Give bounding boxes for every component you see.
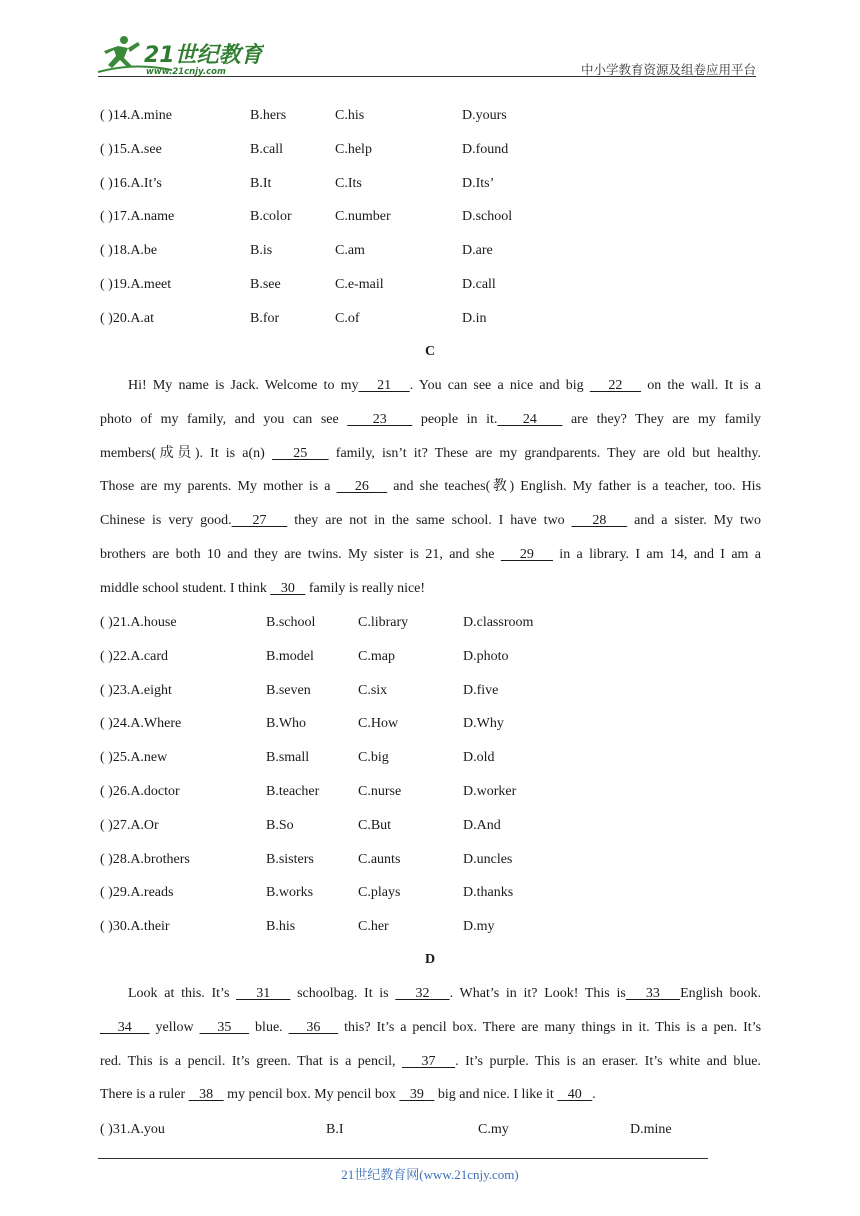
option-b: B.color: [250, 209, 292, 225]
passage-text: middle school student. I think: [100, 580, 271, 596]
logo-text: 21世纪教育: [144, 43, 263, 68]
answer-blank: 40: [557, 1087, 593, 1103]
option-c: C.her: [358, 919, 389, 935]
option-a: ( )29.A.reads: [100, 885, 174, 901]
option-b: B.sisters: [266, 851, 314, 867]
passage-line: [100, 545, 761, 565]
option-d: D.are: [462, 243, 493, 259]
option-c: C.my: [478, 1122, 509, 1137]
passage-text: members(成员). It is a(n): [100, 445, 272, 461]
passage-text: family is really nice!: [305, 580, 426, 596]
option-b: B.Who: [266, 716, 307, 732]
answer-blank: 28: [571, 513, 628, 529]
answer-blank: 27: [231, 513, 288, 529]
option-d: D.thanks: [463, 885, 514, 901]
option-c: C.of: [335, 310, 360, 326]
passage-text: big and nice. I like it: [434, 1087, 558, 1103]
option-a: ( )15.A.see: [100, 141, 162, 157]
answer-blank: 34: [100, 1019, 150, 1035]
answer-blank: 30: [270, 580, 306, 596]
option-d: D.found: [462, 141, 509, 157]
option-a: ( )19.A.meet: [100, 277, 172, 292]
passage-line: [100, 511, 761, 531]
option-a: ( )20.A.at: [100, 310, 155, 326]
answer-blank: 21: [358, 378, 410, 393]
passage-text: and she teaches(教) English. My father is a teacher, too. His: [387, 479, 762, 495]
option-b: B.seven: [266, 682, 311, 698]
option-c: C.map: [358, 648, 395, 664]
passage-text: There is a ruler: [100, 1087, 189, 1103]
answer-blank: 23: [347, 411, 413, 427]
answer-blank: 33: [625, 986, 681, 1001]
answer-blank: 36: [288, 1019, 339, 1035]
option-b: B.teacher: [266, 784, 320, 799]
option-a: ( )14.A.mine: [100, 108, 172, 123]
option-b: B.is: [250, 243, 273, 259]
passage-text: blue.: [249, 1019, 289, 1035]
passage-text: brothers are both 10 and they are twins. My sister is 21, and she: [100, 547, 501, 562]
option-a: ( )24.A.Where: [100, 716, 182, 732]
answer-blank: 32: [395, 986, 450, 1001]
option-a: ( )31.A.you: [100, 1122, 165, 1137]
option-c: C.number: [335, 209, 391, 225]
passage-line: [100, 444, 761, 464]
option-d: D.mine: [630, 1122, 672, 1137]
option-a: ( )22.A.card: [100, 648, 169, 664]
passage-line: [100, 410, 761, 430]
option-d: D.yours: [462, 108, 507, 123]
option-d: D.my: [463, 919, 495, 935]
option-c: C.his: [335, 108, 365, 123]
option-c: C.nurse: [358, 784, 402, 799]
passage-text: Look at this. It’s: [128, 986, 237, 1001]
option-c: C.big: [358, 750, 389, 766]
option-d: D.in: [462, 310, 487, 326]
answer-blank: 22: [589, 378, 642, 393]
passage-text: my pencil box. My pencil box: [223, 1087, 400, 1103]
answer-blank: 24: [497, 411, 563, 427]
option-a: ( )21.A.house: [100, 615, 177, 630]
option-b: B.his: [266, 919, 296, 935]
option-d: D.classroom: [463, 615, 534, 630]
answer-blank: 25: [271, 445, 329, 461]
option-b: B.model: [266, 648, 314, 664]
passage-text: Chinese is very good.: [100, 513, 232, 529]
logo-url: www.21cnjy.com: [146, 67, 226, 77]
option-c: C.plays: [358, 885, 401, 901]
passage-text: they are not in the same school. I have two: [287, 513, 572, 529]
option-d: D.And: [463, 817, 501, 833]
passage-text: Those are my parents. My mother is a: [100, 479, 337, 495]
option-d: D.Its’: [462, 175, 495, 191]
option-b: B.call: [250, 141, 284, 157]
option-b: B.It: [250, 175, 272, 191]
answer-blank: 39: [399, 1087, 435, 1103]
footer-divider: [98, 1158, 708, 1159]
passage-text: . You can see a nice and big: [409, 378, 590, 393]
passage-text: on the wall. It is a: [641, 378, 761, 393]
option-a: ( )30.A.their: [100, 919, 170, 935]
passage-text: . It’s purple. This is an eraser. It’s white and blue.: [455, 1053, 761, 1069]
passage-line: [100, 579, 761, 599]
passage-text: schoolbag. It is: [290, 986, 396, 1001]
option-c: C.am: [335, 243, 365, 259]
section-d-title: D: [424, 952, 436, 967]
option-d: D.photo: [463, 648, 509, 664]
option-c: C.e-mail: [335, 277, 384, 292]
option-d: D.worker: [463, 784, 517, 799]
logo-21cnjy: [94, 34, 264, 78]
option-c: C.six: [358, 682, 388, 698]
option-b: B.school: [266, 615, 316, 630]
passage-text: English book.: [680, 986, 762, 1001]
header-divider: [98, 76, 756, 77]
footer-text: 21世纪教育网(www.21cnjy.com): [341, 1167, 519, 1182]
option-a: ( )18.A.be: [100, 243, 158, 259]
option-b: B.works: [266, 885, 314, 901]
option-c: C.library: [358, 615, 409, 630]
option-c: C.aunts: [358, 851, 401, 867]
option-b: B.for: [250, 310, 280, 326]
option-d: D.school: [462, 209, 513, 225]
answer-blank: 38: [188, 1087, 224, 1103]
passage-line: [128, 984, 761, 1004]
passage-text: red. This is a pencil. It’s green. That is a pencil,: [100, 1053, 403, 1069]
option-d: D.Why: [463, 716, 504, 732]
option-d: D.call: [462, 277, 496, 292]
option-c: C.Its: [335, 175, 362, 191]
option-a: ( )26.A.doctor: [100, 784, 180, 799]
platform-name: 中小学教育资源及组卷应用平台: [580, 62, 756, 77]
option-a: ( )25.A.new: [100, 750, 168, 766]
section-c-title: C: [424, 344, 436, 359]
passage-line: [128, 376, 761, 396]
passage-text: and a sister. My two: [627, 513, 762, 529]
option-a: ( )23.A.eight: [100, 682, 172, 698]
passage-line: [100, 1052, 761, 1072]
passage-text: .: [592, 1087, 596, 1103]
passage-text: family, isn’t it? These are my grandparents. They are old but healthy.: [328, 445, 762, 461]
passage-text: photo of my family, and you can see: [100, 411, 348, 427]
option-a: ( )16.A.It’s: [100, 175, 162, 191]
passage-text: Hi! My name is Jack. Welcome to my: [128, 378, 359, 393]
answer-blank: 31: [236, 986, 291, 1001]
option-d: D.uncles: [463, 851, 513, 867]
passage-line: [100, 1085, 761, 1105]
option-d: D.five: [463, 682, 499, 698]
answer-blank: 29: [500, 547, 553, 562]
option-d: D.old: [463, 750, 495, 766]
option-a: ( )27.A.Or: [100, 817, 159, 833]
passage-line: [100, 1018, 761, 1038]
option-b: B.So: [266, 817, 294, 833]
passage-line: [100, 477, 761, 497]
option-c: C.How: [358, 716, 399, 732]
option-a: ( )17.A.name: [100, 209, 175, 225]
passage-text: this? It’s a pencil box. There are many things in it. This is a pen. It’s: [338, 1019, 762, 1035]
answer-blank: 35: [199, 1019, 250, 1035]
passage-text: . What’s in it? Look! This is: [449, 986, 626, 1001]
passage-text: in a library. I am 14, and I am a: [552, 547, 761, 562]
option-c: C.But: [358, 817, 392, 833]
answer-blank: 37: [402, 1053, 456, 1069]
option-c: C.help: [335, 141, 372, 157]
passage-text: yellow: [149, 1019, 200, 1035]
option-b: B.hers: [250, 108, 287, 123]
answer-blank: 26: [336, 479, 388, 495]
option-b: B.small: [266, 750, 310, 766]
option-b: B.I: [326, 1122, 344, 1137]
passage-text: are they? They are my family: [562, 411, 761, 427]
page-header: [0, 0, 860, 80]
passage-text: people in it.: [412, 411, 498, 427]
option-a: ( )28.A.brothers: [100, 851, 190, 867]
option-b: B.see: [250, 277, 281, 292]
